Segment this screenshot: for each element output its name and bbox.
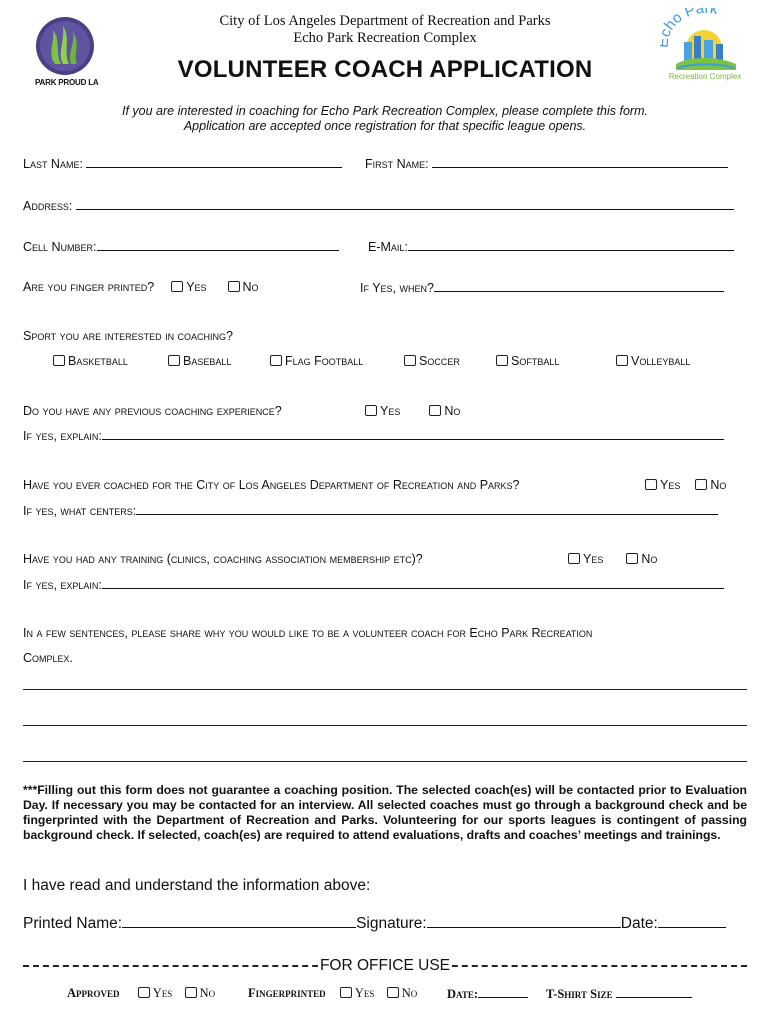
last-name-row [23,156,342,171]
softball-label: Softball [511,354,560,368]
finger-printed-question: Are you finger printed? [23,280,155,294]
office-use-label: FOR OFFICE USE [319,957,451,974]
printed-name-field[interactable] [122,913,356,928]
experience-explain-label: If yes, explain: [23,429,102,443]
office-date-field[interactable] [478,986,528,998]
approved-yes-checkbox[interactable] [138,987,150,998]
sport-option-softball [496,354,559,368]
cell-number-field[interactable] [97,239,339,251]
address-label: Address: [23,199,73,213]
last-name-field[interactable] [86,156,342,168]
echo-park-logo-subtitle: Recreation Complex [668,72,742,81]
training-row [23,552,423,566]
volleyball-checkbox[interactable] [616,355,628,366]
email-field[interactable] [408,239,734,251]
finger-no-label: No [242,280,259,294]
last-name-label: Last Name: [23,157,83,171]
experience-explain-field[interactable] [102,428,724,440]
centers-field[interactable] [136,503,718,515]
parks-logo-text: PARK PROUD LA [35,78,99,87]
flag-football-label: Flag Football [285,354,364,368]
signature-row [23,913,726,933]
printed-name-label: Printed Name: [23,915,123,932]
why-answer-line-3[interactable] [23,761,747,762]
experience-no-checkbox[interactable] [429,405,441,416]
training-explain-field[interactable] [102,577,724,589]
volleyball-label: Volleyball [631,354,691,368]
sport-option-baseball [168,354,231,368]
intro-line-2: Application are accepted once registration for that specific league opens. [183,119,587,133]
page-title: VOLUNTEER COACH APPLICATION [177,56,593,83]
finger-yes-checkbox[interactable] [171,281,183,292]
finger-yes-label: Yes [186,280,207,294]
tshirt-size-field[interactable] [616,986,692,998]
finger-printed-row [23,280,259,294]
experience-yes-checkbox[interactable] [365,405,377,416]
centers-row [23,503,718,518]
city-coached-row [23,478,520,492]
finger-when-field[interactable] [434,280,724,292]
office-date-label: Date: [447,987,479,1001]
finger-when-row [360,280,724,295]
office-tshirt-group [546,986,692,1002]
complex-name: Echo Park Recreation Complex [293,30,477,46]
office-date-group [447,986,528,1002]
acknowledge-text: I have read and understand the information above: [23,877,371,894]
finger-no-checkbox[interactable] [228,281,240,292]
why-answer-line-1[interactable] [23,689,747,690]
email-row [368,239,734,254]
first-name-row [365,156,728,171]
city-coached-yes-checkbox[interactable] [645,479,657,490]
fingerprinted-no-checkbox[interactable] [387,987,399,998]
fingerprinted-yes-label: Yes [354,986,375,1000]
office-use-divider [23,957,747,973]
why-question-line-1: In a few sentences, please share why you would like to be a volunteer coach for Echo Park Recreation [23,626,593,640]
why-question-line-2: Complex. [23,651,74,665]
sport-option-volleyball [616,354,690,368]
baseball-checkbox[interactable] [168,355,180,366]
email-label: E-Mail: [368,240,408,254]
soccer-checkbox[interactable] [404,355,416,366]
soccer-label: Soccer [419,354,460,368]
fingerprinted-yes-checkbox[interactable] [340,987,352,998]
intro-line-1: If you are interested in coaching for Echo Park Recreation Complex, please complete this form. [122,104,648,118]
department-name: City of Los Angeles Department of Recreation and Parks [219,13,551,29]
cell-row [23,239,339,254]
training-no-label: No [641,552,658,566]
address-field[interactable] [76,198,734,210]
experience-options [365,404,460,418]
basketball-checkbox[interactable] [53,355,65,366]
experience-no-label: No [444,404,461,418]
experience-yes-label: Yes [380,404,401,418]
office-approved-group [67,986,215,1001]
city-coached-no-label: No [710,478,727,492]
finger-when-label: If Yes, when? [360,281,434,295]
approved-no-label: No [199,986,216,1000]
cell-number-label: Cell Number: [23,240,97,254]
disclaimer-text: ***Filling out this form does not guarantee a coaching position. The selected coach(es) will be contacted prior to Evaluation Day. If necessary you may be contacted for an interview. All selected coaches must go through a background check and be fingerprinted with the Department of Recreation and Parks. Volunteering for our sports leagues is contingent of passing background check. If selected, coach(es) are required to attend evaluations, drafts and coaches’ meetings and trainings. [23,783,747,842]
office-fingerprinted-group [248,986,417,1001]
fingerprinted-label: Fingerprinted [248,986,326,1000]
first-name-field[interactable] [432,156,728,168]
training-question: Have you had any training (clinics, coaching association membership etc)? [23,552,423,566]
baseball-label: Baseball [183,354,232,368]
softball-checkbox[interactable] [496,355,508,366]
why-answer-line-2[interactable] [23,725,747,726]
experience-explain-row [23,428,724,443]
date-label: Date: [620,915,658,932]
first-name-label: First Name: [365,157,429,171]
fingerprinted-no-label: No [401,986,418,1000]
date-field[interactable] [658,913,726,928]
training-explain-label: If yes, explain: [23,578,102,592]
approved-label: Approved [67,986,120,1000]
sport-option-flag-football [270,354,363,368]
sport-option-soccer [404,354,460,368]
experience-question: Do you have any previous coaching experience? [23,404,282,418]
training-explain-row [23,577,724,592]
city-coached-no-checkbox[interactable] [695,479,707,490]
logo-arc-text: ho Park [660,8,719,34]
signature-field[interactable] [427,913,621,928]
city-coached-yes-label: Yes [660,478,681,492]
training-yes-label: Yes [583,552,604,566]
approved-no-checkbox[interactable] [185,987,197,998]
training-yes-checkbox[interactable] [568,553,580,564]
basketball-label: Basketball [68,354,128,368]
signature-label: Signature: [356,915,427,932]
city-coached-options [645,478,726,492]
city-coached-question: Have you ever coached for the City of Los Angeles Department of Recreation and Parks? [23,478,520,492]
flag-football-checkbox[interactable] [270,355,282,366]
training-options [568,552,657,566]
centers-label: If yes, what centers: [23,504,137,518]
sport-question: Sport you are interested in coaching? [23,329,234,343]
approved-yes-label: Yes [152,986,173,1000]
tshirt-size-label: T-Shirt Size [546,987,613,1001]
sport-option-basketball [53,354,128,368]
address-row [23,198,734,213]
training-no-checkbox[interactable] [626,553,638,564]
experience-row [23,404,282,418]
